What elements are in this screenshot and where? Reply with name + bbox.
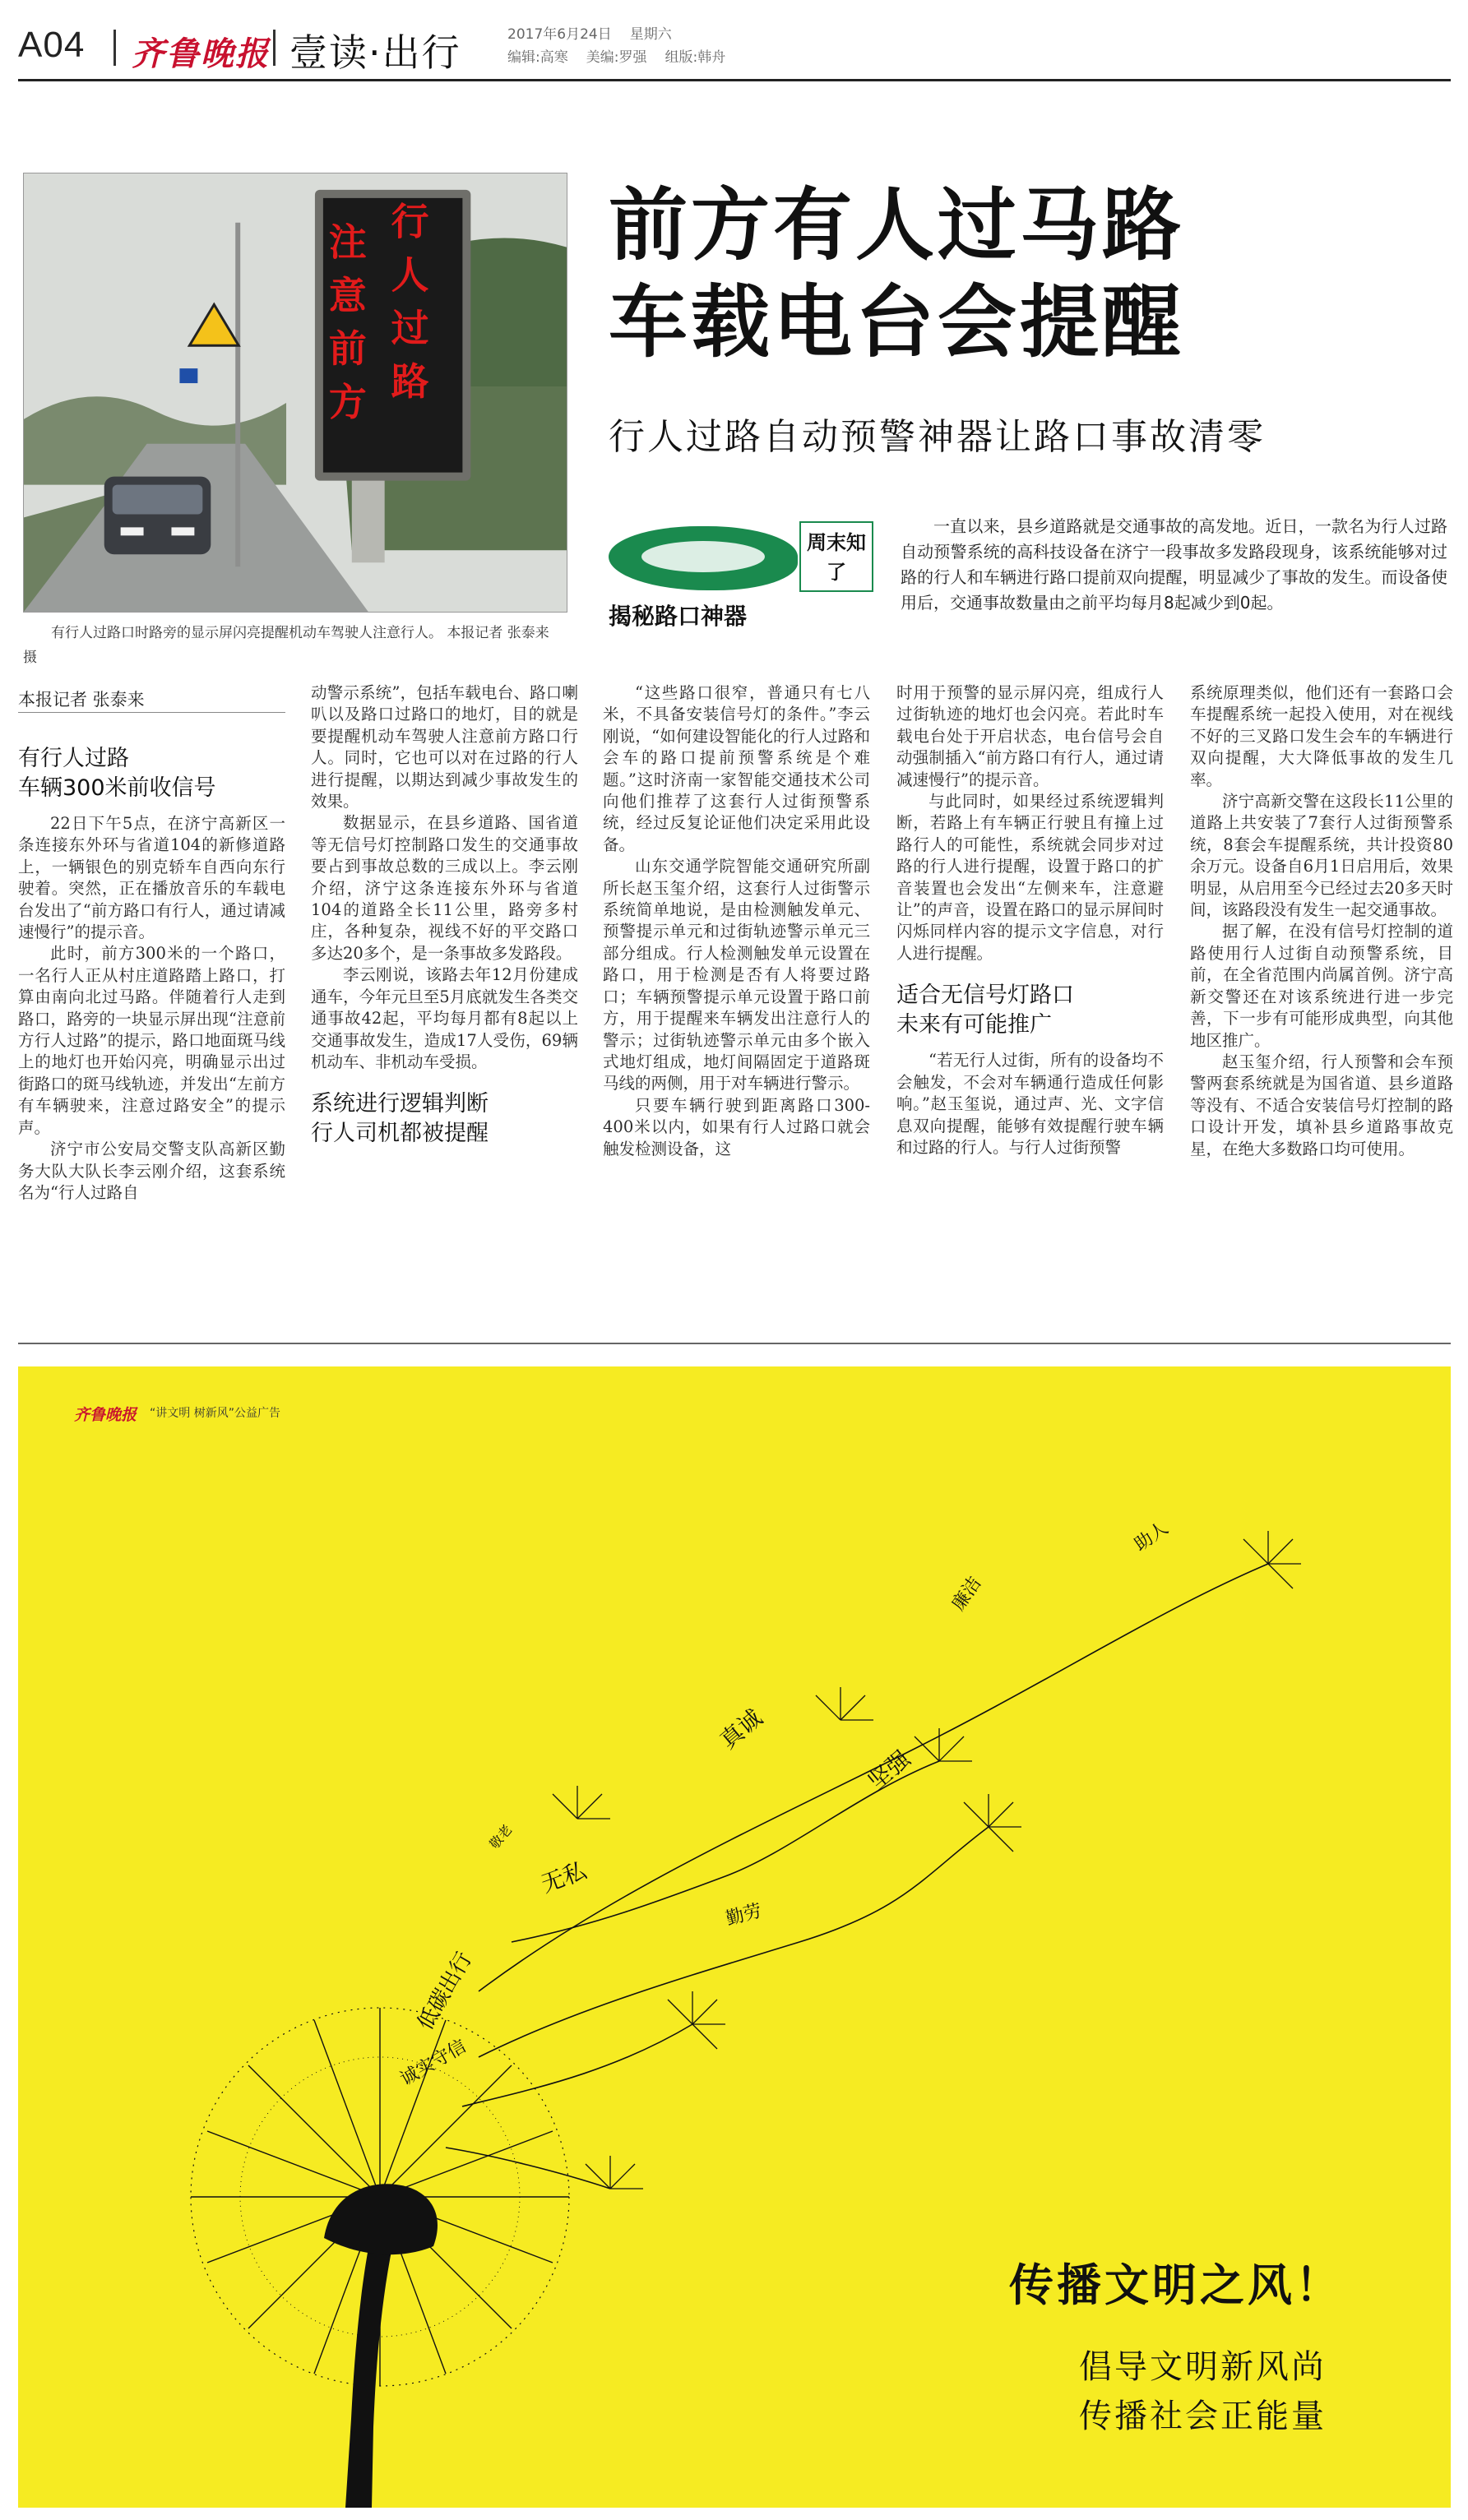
article-column-4 xyxy=(896,682,1164,1158)
virtue-word: 低碳出行 xyxy=(413,1948,478,2035)
section-heading: 适合无信号灯路口 未来有可能推广 xyxy=(896,983,1074,1038)
ad-newspaper-logo: 齐鲁晚报 xyxy=(74,1406,137,1424)
column-tag xyxy=(609,518,873,630)
article-column-2 xyxy=(311,682,578,1158)
led-char: 方 xyxy=(328,379,367,424)
ad-campaign-tag: “讲文明 树新风”公益广告 xyxy=(150,1407,280,1420)
photo-caption: 有行人过路口时路旁的显示屏闪亮提醒机动车驾驶人注意行人。 本报记者 张泰来 摄 xyxy=(23,625,549,666)
paragraph: 数据显示，在县乡道路、国省道等无信号灯控制路口发生的交通事故要占到事故总数的三成以上。李云刚介绍，济宁这条连接东外环与省道104的道路全长11公里，路旁多村庄，各种复杂，视线不好的平交路口多达20多个，是一条事故多发路段。 xyxy=(311,813,578,963)
virtue-word: 诚实守信 xyxy=(396,2036,470,2091)
paragraph: 22日下午5点，在济宁高新区一条连接东外环与省道104的新修道路上，一辆银色的别克轿车自西向东行驶着。突然，正在播放音乐的车载电台发出了“前方路口有行人，通过请减速慢行”的提示音。 xyxy=(18,814,285,942)
section-rule xyxy=(18,1343,1451,1344)
headline-line-2: 车载电台会提醒 xyxy=(609,276,1184,368)
virtue-word: 廉洁 xyxy=(947,1573,986,1615)
issue-weekday: 星期六 xyxy=(629,26,672,43)
column-tag-title: 揭秘路口神器 xyxy=(609,603,748,630)
led-char: 注 xyxy=(328,220,367,265)
paragraph: 此时，前方300米的一个路口，一名行人正从村庄道路踏上路口，打算由南向北过马路。伴随着行人走到路口，路旁的一块显示屏出现“注意前方行人过路”的提示，路口地面斑马线上的地灯也开始闪亮，明确显示出过街路口的斑马线轨迹，并发出“左前方有车辆驶来，注意过路安全”的提示声。 xyxy=(18,944,285,1137)
led-char: 路 xyxy=(391,359,429,404)
led-char: 意 xyxy=(328,273,367,318)
issue-date: 2017年6月24日 xyxy=(507,26,612,43)
masthead-divider xyxy=(113,30,116,66)
masthead-meta xyxy=(507,23,743,69)
paragraph: 济宁市公安局交警支队高新区勤务大队大队长李云刚介绍，这套系统名为“行人过路自 xyxy=(18,1140,285,1202)
led-char: 人 xyxy=(391,252,429,298)
paragraph: 与此同时，如果经过系统逻辑判断，若路上有车辆正行驶且有撞上过路行人的可能性，系统就会同步对过路的行人进行提醒，设置于路口的扩音装置也会发出“左侧来车，注意避让”的声音，设置在路口的显示屏间时闪烁同样内容的提示文字信息，对行人进行提醒。 xyxy=(896,792,1164,963)
virtue-word: 真诚 xyxy=(714,1704,768,1755)
paragraph: 李云刚说，该路去年12月份建成通车，今年元旦至5月底就发生各类交通事故42起，平均每月都有8起以上交通事故发生，造成17人受伤，69辆机动车、非机动车受损。 xyxy=(311,965,578,1071)
article-column-3 xyxy=(603,682,870,1160)
ad-slogan-line-1: 倡导文明新风尚 xyxy=(1079,2348,1327,2386)
lead-paragraph: 一直以来，县乡道路就是交通事故的高发地。近日，一款名为行人过路自动预警系统的高科技设备在济宁一段事故多发路段现身，该系统能够对过路的行人和车辆进行路口提前双向提醒，明显减少了事故的发生。而设备使用后，交通事故数量由之前平均每月8起减少到0起。 xyxy=(901,516,1447,613)
section-title: 壹读·出行 xyxy=(289,30,461,75)
paragraph: 只要车辆行驶到距离路口300-400米以内，如果有行人过路口就会触发检测设备，这 xyxy=(603,1095,870,1158)
article-column-1 xyxy=(18,744,285,1204)
led-char: 过 xyxy=(391,306,429,351)
virtue-word: 勤劳 xyxy=(724,1900,765,1930)
paragraph: 山东交通学院智能交通研究所副所长赵玉玺介绍，这套行人过街警示系统简单地说，是由检测触发单元、预警提示单元和过街轨迹警示单元三部分组成。行人检测触发单元设置在路口，用于检测是否有人将要过路口；车辆预警提示单元设置于路口前方，用于提醒来车辆发出注意行人的警示；过街轨迹警示单元由多个嵌入式地灯组成，地灯间隔固定于道路斑马线的两侧，用于对车辆进行警示。 xyxy=(603,857,870,1094)
virtue-word: 无私 xyxy=(537,1856,590,1898)
virtue-word: 敬老 xyxy=(486,1821,516,1852)
paragraph: 济宁高新交警在这段长11公里的道路上共安装了7套行人过街预警系统，8套会车提醒系统，共计投资80余万元。设备自6月1日启用后，效果明显，从启用至今已经过去20多天时间，该路段没有发生一起交通事故。 xyxy=(1190,792,1453,920)
subheadline: 行人过路自动预警神器让路口事故清零 xyxy=(609,416,1266,458)
newspaper-logo: 齐鲁晚报 xyxy=(132,35,270,73)
dandelion-illustration xyxy=(18,1366,1451,2508)
paragraph: 据了解，在没有信号灯控制的道路使用行人过街自动预警系统，目前，在全省范围内尚属首例。济宁高新交警还在对该系统进行进一步完善，下一步有可能形成典型，向其他地区推广。 xyxy=(1190,922,1453,1050)
designer-credit: 美编:罗强 xyxy=(586,49,647,66)
paragraph: 时用于预警的显示屏闪亮，组成行人过街轨迹的地灯也会闪亮。若此时车载电台处于开启状态，电台信号会自动强制插入“前方路口有行人，通过请减速慢行”的提示音。 xyxy=(896,683,1164,789)
article-column-5 xyxy=(1190,682,1453,1160)
headline-line-1: 前方有人过马路 xyxy=(609,179,1184,271)
page-number: A04 xyxy=(18,25,86,65)
ad-slogan-line-2: 传播社会正能量 xyxy=(1079,2397,1327,2435)
leaf-logo-icon xyxy=(609,526,798,590)
section-heading: 系统进行逻辑判断 行人司机都被提醒 xyxy=(311,1091,489,1147)
paragraph: “这些路口很窄，普通只有七八米，不具备安装信号灯的条件。”李云刚说，“如何建设智能化的行人过路和会车的路口提前预警系统是个难题。”这时济南一家智能交通技术公司向他们推荐了这套行人过街预警系统，经过反复论证他们决定采用此设备。 xyxy=(603,683,870,854)
editor-credit: 编辑:高寒 xyxy=(507,49,568,66)
byline: 本报记者 张泰来 xyxy=(18,690,145,710)
paragraph: 动警示系统”，包括车载电台、路口喇叭以及路口过路口的地灯，目的就是要提醒机动车驾驶人注意前方路口行人。同时，它也可以对在过路的行人进行提醒，以期达到减少事故发生的效果。 xyxy=(311,683,578,811)
masthead xyxy=(0,0,1468,82)
led-char: 行 xyxy=(391,199,429,244)
masthead-divider xyxy=(273,30,276,66)
weekend-badge: 周末知了 xyxy=(799,521,873,592)
section-heading: 有行人过路 车辆300米前收信号 xyxy=(18,746,216,801)
paragraph: “若无行人过街，所有的设备均不会触发，不会对车辆通行造成任何影响。”赵玉玺说，通过声、光、文字信息双向提醒，能够有效提醒行驶车辆和过路的行人。与行人过街预警 xyxy=(896,1051,1164,1157)
virtue-word: 助人 xyxy=(1130,1518,1173,1556)
led-char: 前 xyxy=(328,326,367,372)
news-photo xyxy=(23,173,567,613)
proof-credit: 组版:韩舟 xyxy=(665,49,726,66)
public-service-ad xyxy=(18,1366,1451,2508)
masthead-rule xyxy=(18,79,1451,81)
paragraph: 赵玉玺介绍，行人预警和会车预警两套系统就是为国省道、县乡道路等没有、不适合安装信号灯控制的路口设计开发，填补县乡道路事故克星，在绝大多数路口均可使用。 xyxy=(1190,1052,1453,1158)
ad-title: 传播文明之风！ xyxy=(1009,2259,1343,2311)
paragraph: 系统原理类似，他们还有一套路口会车提醒系统一起投入使用，对在视线不好的三叉路口发生会车的车辆进行双向提醒，大大降低事故的发生几率。 xyxy=(1190,683,1453,789)
virtue-word: 坚强 xyxy=(862,1745,916,1796)
headline xyxy=(609,177,1439,371)
byline-rule xyxy=(18,712,285,713)
